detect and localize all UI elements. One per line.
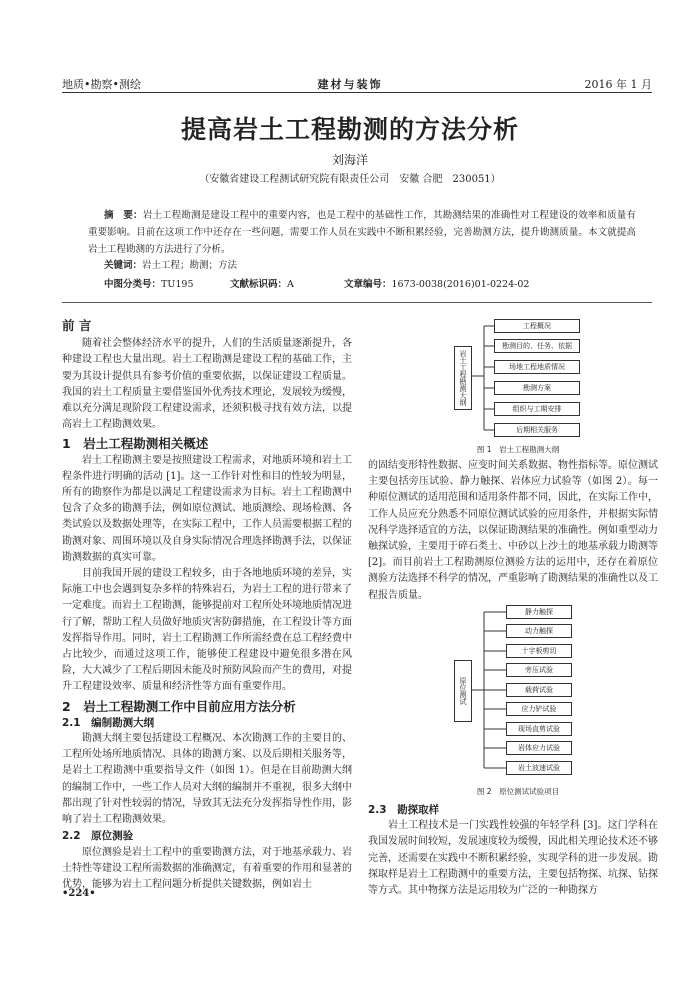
figure-1	[454, 318, 594, 438]
section-2-2-heading: 2.2 原位测验	[62, 830, 134, 843]
page-number: •224•	[62, 888, 96, 899]
header-rule	[62, 92, 652, 93]
fig2-item: 十字板剪切	[506, 644, 572, 658]
fig2-root-box: 原位测试	[454, 660, 472, 722]
clc-value: TU195	[161, 279, 194, 290]
fig2-item: 旁压试验	[506, 663, 572, 677]
fig2-item: 载荷试验	[506, 683, 572, 697]
right-column-bottom	[368, 802, 658, 899]
clc-label: 中图分类号：	[104, 279, 162, 290]
fig2-item: 岩体应力试验	[506, 741, 572, 755]
art-value: 1673-0038(2016)01-0224-02	[391, 279, 530, 290]
figure-2-caption: 图 2 原位测试试验项目	[476, 787, 560, 796]
fig2-item: 现场直剪试验	[506, 722, 572, 736]
fig1-item: 后期相关服务	[494, 423, 580, 437]
figure-2	[454, 604, 594, 776]
fig2-item: 静力触探	[506, 605, 572, 619]
doc-code	[230, 276, 294, 290]
fig1-root-box: 岩土工程勘测大纲	[454, 346, 472, 410]
paper-title: 提高岩土工程勘测的方法分析	[180, 115, 519, 144]
paragraph: 的固结变形特性数据、应变时间关系数据、物性指标等。原位测试主要包括旁压试验、静力触探、岩体应力试验等（如图 2）。每一种原位测试的适用范围和适用条件都不同，因此，在实际工作中，工作人员应充分熟悉不同原位测试试验的应用条件，并根据实际情况科学选择适宜的方法，以保证勘测结果的准确性。例如重型动力触探试验，主要用于碎石类土、中砂以上沙土的地基承载力勘测等 [2]。而目前岩土工程勘测原位测验方法的运用中，还存在着原位测验方法选择不科学的情况，严重影响了勘测结果的准确性以及工程报告质量。	[368, 460, 658, 601]
fig1-item: 工程概况	[494, 319, 580, 333]
section-1-heading: 1 岩土工程勘测相关概述	[62, 436, 209, 452]
affiliation: （安徽省建设工程测试研究院有限责任公司 安徽 合肥 230051）	[199, 174, 501, 185]
right-column-top	[368, 458, 658, 604]
fig1-item: 勘测方案	[494, 381, 580, 395]
preface-heading: 前 言	[62, 318, 92, 333]
abstract	[88, 207, 636, 258]
abstract-rule	[62, 302, 652, 303]
keywords-text: 岩土工程；勘测；方法	[142, 260, 238, 271]
fig2-item: 岩土波速试验	[506, 761, 572, 775]
paragraph: 勘测大纲主要包括建设工程概况、本次勘测工作的主要目的、工程所处场所地质情况、具体的勘测方案、以及后期相关服务等，是岩土工程勘测中重要指导文件（如图 1）。但是在目前勘测大纲的编制工作中，一些工作人员对大纲的编制并不重视，很多大纲中都出现了针对性较弱的情况，导致其无法充分发挥指导性作用，影响了岩土工程勘测效果。	[62, 733, 352, 826]
doc-value: A	[287, 279, 294, 290]
section-2-heading: 2 岩土工程勘测工作中目前应用方法分析	[62, 698, 296, 714]
figure-1-caption: 图 1 岩土工程勘测大纲	[476, 445, 560, 454]
paragraph: 岩土工程勘测主要是按照建设工程需求，对地质环境和岩土工程条件进行明确的活动 [1]。这一工作针对性和目的性较为明显，所有的勘察作为都是以满足工程建设需求为目标。岩土工程勘测中包含了众多的勘测手法，例如原位测试、地质测绘、现场检测、各类试验以及数据处理等，在实际工程中，工作人员需要根据工程的勘测对象、周围环境以及自身实际情况合理选择勘测手法，以保证勘测数据的真实可靠。	[62, 454, 352, 563]
author: 刘海洋	[331, 153, 368, 167]
fig1-item: 勘测目的、任务、依据	[494, 339, 580, 353]
paragraph: 岩土工程技术是一门实践性较强的年轻学科 [3]。这门学科在我国发展时间较短，发展速度较为缓慢，因此相关理论技术还不够完善，还需要在实践中不断积累经验，实现学科的进一步发展。勘探取样是岩土工程勘测中的重要方法，主要包括物探、坑探、钻探等方式。其中物探方法是运用较为广泛的一种勘探方	[368, 820, 658, 897]
doc-label: 文献标识码：	[230, 279, 288, 290]
running-header-left: 地质•勘察•测绘	[62, 78, 141, 91]
left-column	[62, 318, 352, 893]
section-2-1-heading: 2.1 编制勘测大纲	[62, 716, 155, 729]
keywords	[104, 257, 237, 271]
paragraph: 目前我国开展的建设工程较多，由于各地地质环境的差异，实际施工中也会遇到复杂多样的特殊岩石，为岩土工程的进行带来了一定难度。而岩土工程勘测，能够提前对工程所处环境地质情况进行了解，帮助工程人员做好地质灾害防御措施，在工程设计等方面发挥指导作用。同时，岩土工程勘测工作所需经费在总工程经费中占比较少，而通过这项工作，能够使工程建设中避免很多潜在风险，大大减少了工程后期因未能及时预防风险而产生的费用，对提升工程建设效率、质量和经济性等方面有重要作用。	[62, 568, 352, 693]
paragraph: 原位测验是岩土工程中的重要勘测方法，对于地基承载力、岩土特性等建设工程所需数据的准确测定，有着重要的作用和显著的优势，能够为岩土工程问题分析提供关键数据，例如岩土	[62, 846, 352, 890]
journal-name: 建材与装饰	[317, 78, 383, 91]
article-number	[344, 276, 529, 290]
fig1-item: 组织与工期安排	[494, 402, 580, 416]
abstract-text: 岩土工程勘测是建设工程中的重要内容，也是工程中的基础性工作，其勘测结果的准确性对工程建设的效率和质量有重要影响。目前在这项工作中还存在一些问题，需要工作人员在实践中不断积累经验，完善勘测方法，提升勘测质量。本文就提高岩土工程勘测的方法进行了分析。	[88, 210, 636, 255]
fig2-item: 动力触探	[506, 624, 572, 638]
abstract-label: 摘 要：	[104, 210, 143, 221]
fig1-item: 场地工程地质情况	[494, 360, 580, 374]
clc-number	[104, 276, 194, 290]
art-label: 文章编号：	[344, 279, 392, 290]
paragraph: 随着社会整体经济水平的提升，人们的生活质量逐渐提升，各种建设工程也大量出现。岩土工程勘测是建设工程的基础工作，主要为其设计提供具有参考价值的重要依据，以保证建设工程质量。我国的岩土工程质量主要借鉴国外优秀技术理论，发展较为缓慢，难以充分满足现阶段工程建设需求，还须积极寻找有效方法，以提高岩土工程勘测效果。	[62, 338, 352, 431]
section-2-3-heading: 2.3 勘探取样	[368, 804, 440, 816]
running-header-date: 2016 年 1 月	[584, 78, 652, 91]
keywords-label: 关键词：	[104, 260, 143, 271]
figure-1-connectors	[454, 318, 594, 438]
fig2-item: 应力铲试验	[506, 702, 572, 716]
